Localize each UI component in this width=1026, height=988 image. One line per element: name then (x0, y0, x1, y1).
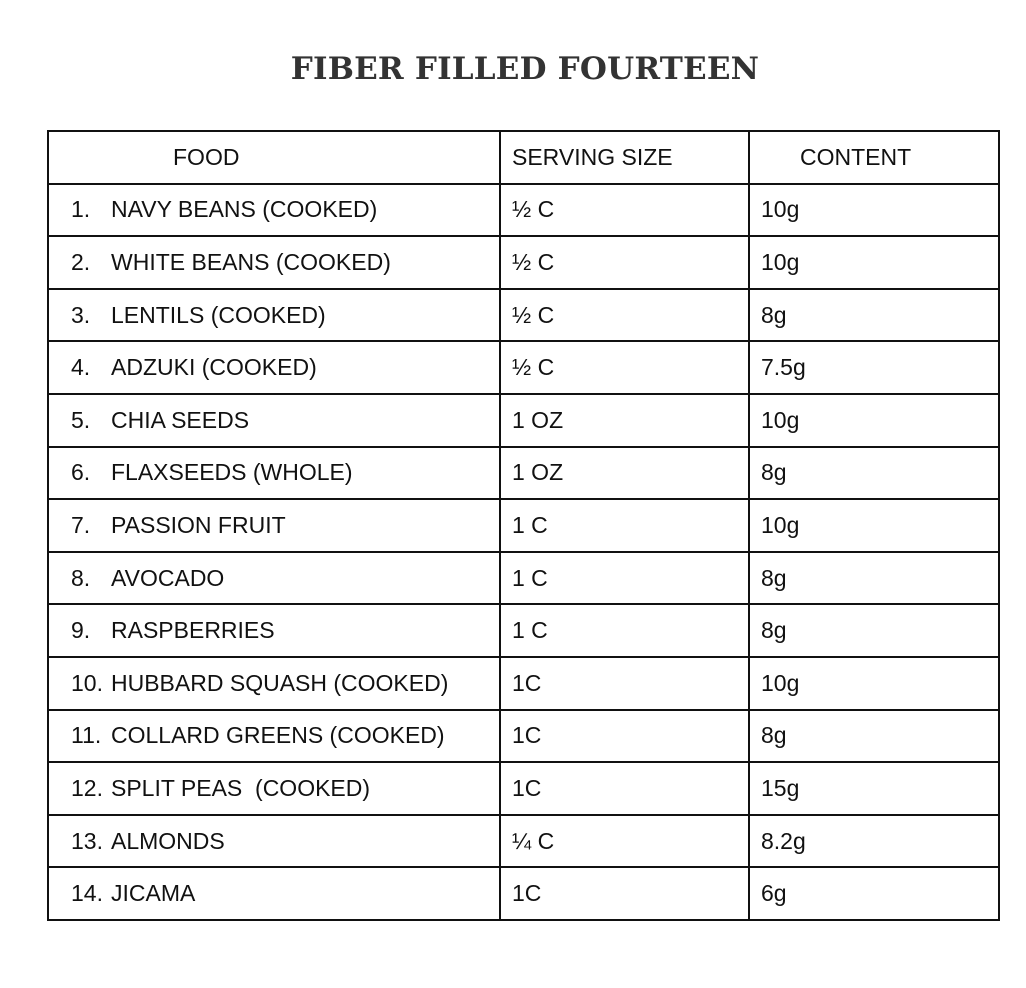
content-cell: 8g (749, 604, 999, 657)
table-row (48, 710, 999, 763)
serving-size-cell: 1 C (500, 499, 749, 552)
fiber-table-body (48, 131, 999, 920)
content-cell: 10g (749, 657, 999, 710)
food-cell (48, 710, 500, 763)
content-cell: 10g (749, 394, 999, 447)
table-row (48, 184, 999, 237)
food-name: HUBBARD SQUASH (COOKED) (111, 669, 449, 696)
serving-size-cell: 1C (500, 867, 749, 920)
row-number: 10. (71, 669, 103, 696)
content-cell: 15g (749, 762, 999, 815)
food-cell (48, 394, 500, 447)
table-row (48, 394, 999, 447)
row-number: 7. (71, 511, 91, 538)
fiber-table (47, 130, 1000, 921)
content-cell: 8g (749, 289, 999, 342)
serving-size-cell: 1 C (500, 552, 749, 605)
row-number: 2. (71, 248, 91, 275)
serving-size-cell: ½ C (500, 289, 749, 342)
serving-size-cell: ½ C (500, 236, 749, 289)
food-cell (48, 447, 500, 500)
header-serving-size: SERVING SIZE (500, 131, 749, 184)
header-content: CONTENT (749, 131, 999, 184)
serving-size-cell: ¼ C (500, 815, 749, 868)
serving-size-cell: 1 C (500, 604, 749, 657)
content-cell: 7.5g (749, 341, 999, 394)
row-number: 5. (71, 406, 91, 433)
food-cell (48, 289, 500, 342)
content-cell: 10g (749, 499, 999, 552)
food-cell (48, 867, 500, 920)
food-name: LENTILS (COOKED) (111, 301, 326, 328)
table-row (48, 447, 999, 500)
content-cell: 10g (749, 236, 999, 289)
food-name: RASPBERRIES (111, 617, 275, 644)
row-number: 1. (71, 196, 91, 223)
serving-size-cell: 1 OZ (500, 447, 749, 500)
food-cell (48, 657, 500, 710)
document-title: FIBER FILLED FOURTEEN (290, 51, 760, 87)
table-row (48, 762, 999, 815)
food-name: ADZUKI (COOKED) (111, 354, 317, 381)
content-cell: 8g (749, 710, 999, 763)
food-cell (48, 184, 500, 237)
table-row (48, 657, 999, 710)
serving-size-cell: 1C (500, 762, 749, 815)
content-cell: 6g (749, 867, 999, 920)
content-cell: 8g (749, 552, 999, 605)
row-number: 14. (71, 880, 103, 907)
food-name: PASSION FRUIT (111, 511, 286, 538)
food-name: JICAMA (111, 880, 196, 907)
food-cell (48, 236, 500, 289)
food-cell (48, 762, 500, 815)
table-row (48, 499, 999, 552)
food-name: NAVY BEANS (COOKED) (111, 196, 378, 223)
table-row (48, 604, 999, 657)
serving-size-cell: 1C (500, 657, 749, 710)
food-cell (48, 341, 500, 394)
food-name: AVOCADO (111, 564, 225, 591)
food-cell (48, 815, 500, 868)
food-name: CHIA SEEDS (111, 406, 250, 433)
food-name: WHITE BEANS (COOKED) (111, 248, 391, 275)
food-name: FLAXSEEDS (WHOLE) (111, 459, 353, 486)
table-row (48, 867, 999, 920)
table-row (48, 341, 999, 394)
table-row (48, 815, 999, 868)
header-row (48, 131, 999, 184)
serving-size-cell: ½ C (500, 341, 749, 394)
row-number: 13. (71, 827, 103, 854)
table-row (48, 236, 999, 289)
food-name: COLLARD GREENS (COOKED) (111, 722, 445, 749)
food-name: SPLIT PEAS (COOKED) (111, 774, 371, 801)
row-number: 4. (71, 354, 91, 381)
food-cell (48, 552, 500, 605)
row-number: 9. (71, 617, 91, 644)
row-number: 8. (71, 564, 91, 591)
content-cell: 8g (749, 447, 999, 500)
header-food: FOOD (48, 131, 500, 184)
serving-size-cell: 1C (500, 710, 749, 763)
food-name: ALMONDS (111, 827, 225, 854)
serving-size-cell: ½ C (500, 184, 749, 237)
row-number: 12. (71, 774, 103, 801)
serving-size-cell: 1 OZ (500, 394, 749, 447)
row-number: 6. (71, 459, 91, 486)
food-cell (48, 499, 500, 552)
row-number: 11. (71, 722, 102, 749)
table-row (48, 289, 999, 342)
food-cell (48, 604, 500, 657)
table-row (48, 552, 999, 605)
content-cell: 10g (749, 184, 999, 237)
content-cell: 8.2g (749, 815, 999, 868)
row-number: 3. (71, 301, 91, 328)
